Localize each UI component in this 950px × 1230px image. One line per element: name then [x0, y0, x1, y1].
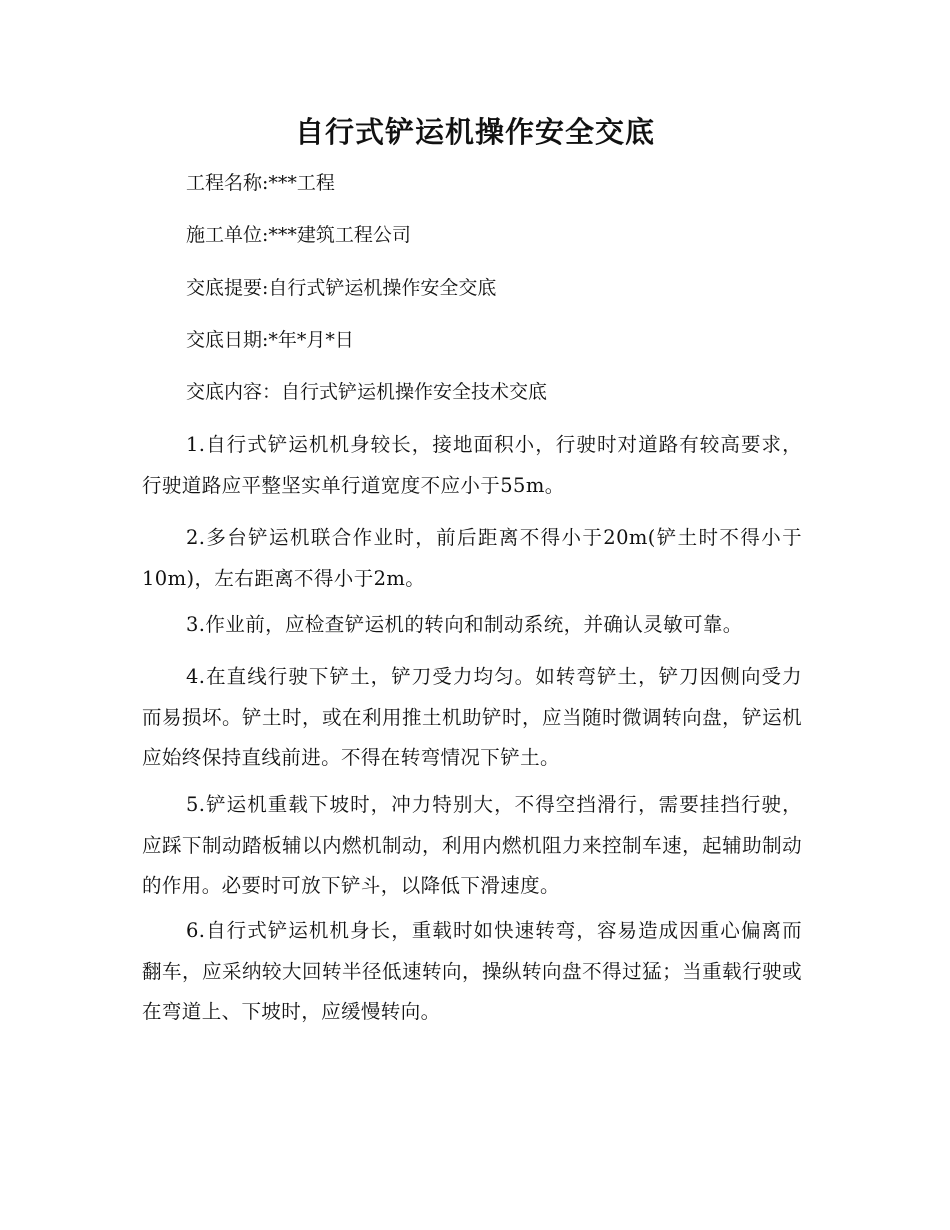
paragraph-5: 5.铲运机重载下坡时，冲力特别大，不得空挡滑行，需要挂挡行驶，应踩下制动踏板辅以内燃机制动，利用内燃机阻力来控制车速，起辅助制动的作用。必要时可放下铲斗，以降低下滑速度。	[142, 793, 802, 897]
summary-line: 交底提要:自行式铲运机操作安全交底	[186, 277, 497, 299]
construction-unit-line: 施工单位:***建筑工程公司	[186, 224, 411, 246]
paragraph-2: 2.多台铲运机联合作业时，前后距离不得小于20m(铲土时不得小于10m)，左右距离不得小于2m。	[142, 526, 802, 590]
content-line: 交底内容：自行式铲运机操作安全技术交底	[186, 381, 548, 403]
date-line: 交底日期:*年*月*日	[186, 329, 354, 351]
paragraph-3: 3.作业前，应检查铲运机的转向和制动系统，并确认灵敏可靠。	[186, 613, 743, 636]
paragraph-1: 1.自行式铲运机机身较长，接地面积小，行驶时对道路有较高要求，行驶道路应平整坚实单行道宽度不应小于55m。	[142, 433, 802, 497]
paragraph-4: 4.在直线行驶下铲土，铲刀受力均匀。如转弯铲土，铲刀因侧向受力而易损坏。铲土时，或在利用推土机助铲时，应当随时微调转向盘，铲运机应始终保持直线前进。不得在转弯情况下铲土。	[142, 665, 802, 769]
document-title: 自行式铲运机操作安全交底	[294, 115, 655, 149]
paragraph-6: 6.自行式铲运机机身长，重载时如快速转弯，容易造成因重心偏离而翻车，应采纳较大回转半径低速转向，操纵转向盘不得过猛；当重载行驶或在弯道上、下坡时，应缓慢转向。	[142, 919, 802, 1023]
project-name-line: 工程名称:***工程	[186, 172, 335, 194]
